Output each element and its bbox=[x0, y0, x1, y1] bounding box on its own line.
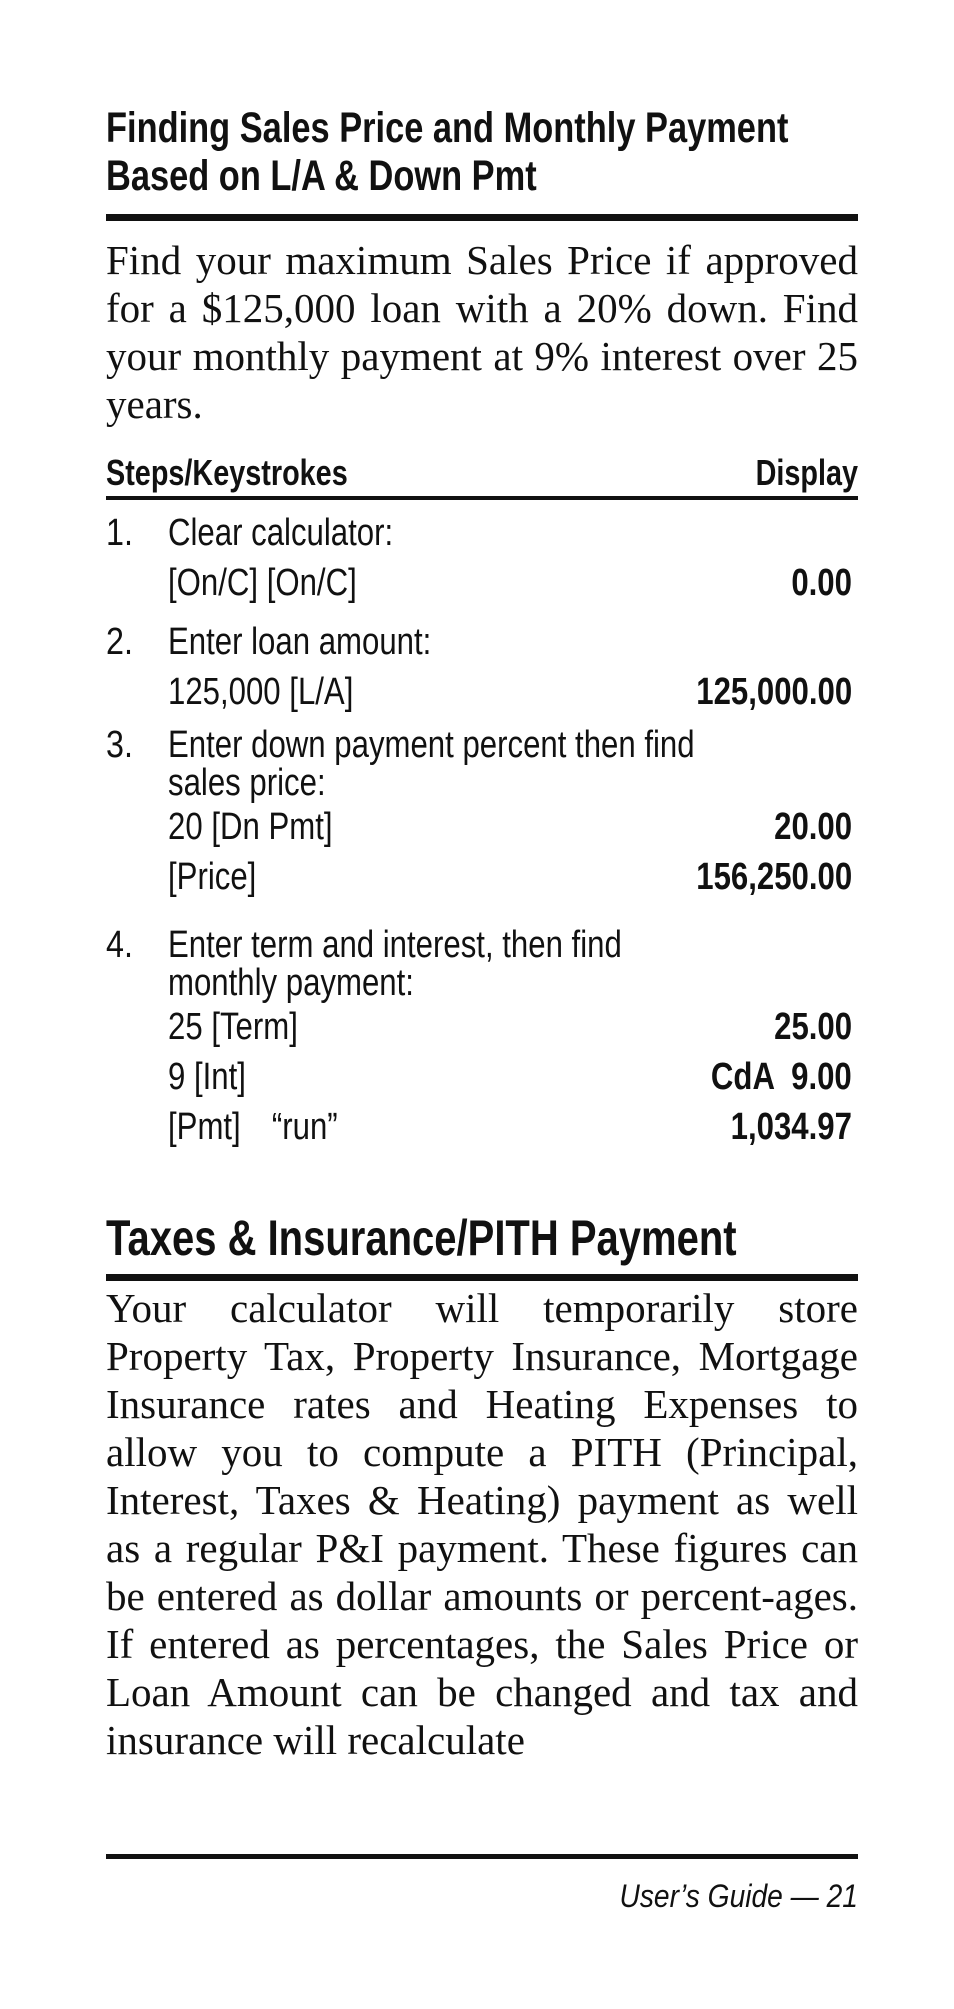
keystroke-row bbox=[106, 667, 858, 717]
keystroke-row bbox=[106, 1102, 858, 1152]
keystroke: [On/C] [On/C] bbox=[168, 562, 357, 604]
footer-rule bbox=[106, 1854, 858, 1859]
step-instruction: Clear calculator: bbox=[168, 512, 394, 554]
keystroke-key: [Pmt] bbox=[168, 1106, 241, 1148]
step-number: 4. bbox=[106, 924, 133, 966]
step-number: 1. bbox=[106, 512, 133, 554]
keystroke: 20 [Dn Pmt] bbox=[168, 806, 333, 848]
section-title-finding-sales-price bbox=[106, 104, 789, 200]
header-steps-keystrokes: Steps/Keystrokes bbox=[106, 452, 348, 493]
section-title-taxes-insurance: Taxes & Insurance/PITH Payment bbox=[106, 1210, 737, 1266]
keystroke: 9 [Int] bbox=[168, 1056, 246, 1098]
taxes-paragraph: Your calculator will temporarily store Property Tax, Property Insurance, Mortgage Insurance rates and Heating Expenses to allow you to compute a PITH (Principal, Interest, Taxes & Heating) payment as well as a regular P&I payment. These figures can be entered as dollar amounts or percent-ages. If entered as percentages, the Sales Price or Loan Amount can be changed and tax and insurance will recalculate bbox=[106, 1285, 858, 1763]
step-number: 2. bbox=[106, 621, 133, 663]
display-value: 0.00 bbox=[791, 562, 852, 604]
intro-paragraph: Find your maximum Sales Price if approved for a $125,000 loan with a 20% down. Find your monthly payment at 9% interest over 25 years. bbox=[106, 237, 858, 427]
header-display: Display bbox=[755, 452, 858, 493]
section-title-rule bbox=[106, 214, 858, 221]
keystroke-row bbox=[106, 852, 858, 902]
display-value: 25.00 bbox=[774, 1006, 852, 1048]
keystroke: [Price] bbox=[168, 856, 257, 898]
step-number: 3. bbox=[106, 724, 133, 766]
display-value: 156,250.00 bbox=[696, 856, 852, 898]
keystroke: 125,000 [L/A] bbox=[168, 671, 354, 713]
step-3 bbox=[106, 726, 858, 902]
step-instruction: Enter down payment percent then find bbox=[168, 724, 695, 766]
step-instruction-cont: sales price: bbox=[168, 762, 326, 804]
display-value: 1,034.97 bbox=[730, 1106, 852, 1148]
page-footer: User’s Guide — 21 bbox=[619, 1878, 858, 1914]
keystroke bbox=[168, 1102, 338, 1152]
keystroke: 25 [Term] bbox=[168, 1006, 298, 1048]
step-instruction: Enter loan amount: bbox=[168, 621, 432, 663]
keystroke-note: “run” bbox=[271, 1106, 338, 1148]
display-value: CdA 9.00 bbox=[711, 1056, 852, 1098]
keystroke-row bbox=[106, 1052, 858, 1102]
display-value: 125,000.00 bbox=[696, 671, 852, 713]
section2-title-rule bbox=[106, 1274, 858, 1281]
title-line-2: Based on L/A & Down Pmt bbox=[106, 152, 537, 200]
table-header-rule bbox=[106, 496, 858, 500]
step-1 bbox=[106, 508, 858, 608]
keystroke-row bbox=[106, 802, 858, 852]
keystroke-row bbox=[106, 1002, 858, 1052]
step-2 bbox=[106, 617, 858, 717]
step-4 bbox=[106, 926, 858, 1152]
steps-table-header bbox=[106, 452, 858, 498]
step-instruction: Enter term and interest, then find bbox=[168, 924, 622, 966]
step-instruction-cont: monthly payment: bbox=[168, 962, 414, 1004]
display-value: 20.00 bbox=[774, 806, 852, 848]
title-line-1: Finding Sales Price and Monthly Payment bbox=[106, 104, 789, 152]
keystroke-row bbox=[106, 558, 858, 608]
